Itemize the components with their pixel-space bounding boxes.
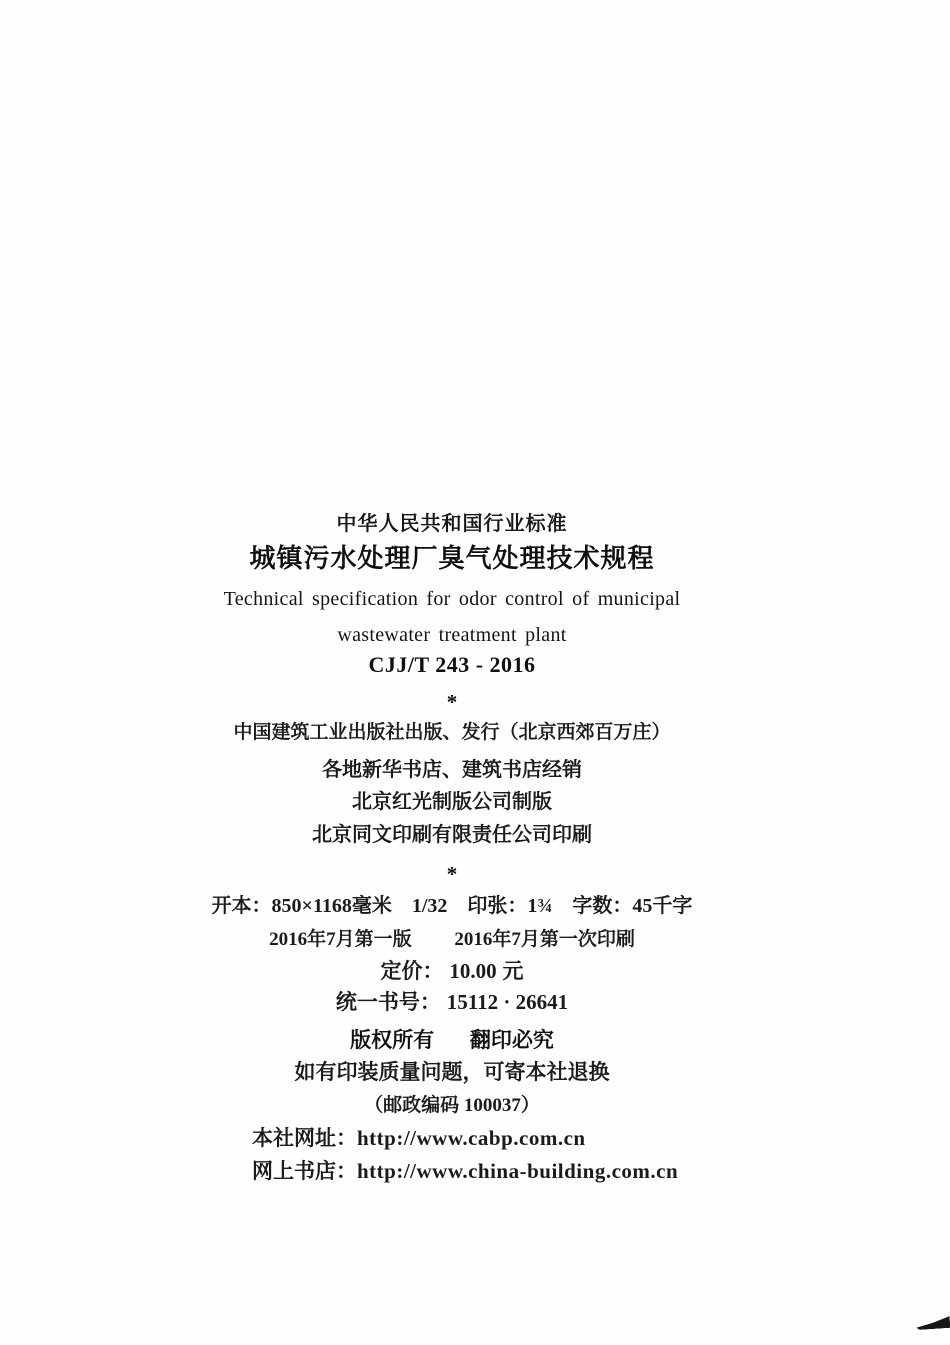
online-bookstore-line — [252, 1161, 678, 1182]
section-divider-star: * — [446, 690, 458, 714]
website-url: http://www.cabp.com.cn — [357, 1126, 586, 1150]
bookstore-url: http://www.china-building.com.cn — [357, 1159, 679, 1183]
standard-title-english-line1: Technical specification for odor control of municipal — [223, 588, 681, 610]
printing-company-line: 北京同文印刷有限责任公司印刷 — [312, 824, 592, 846]
book-number-line — [142, 992, 762, 1013]
scan-artifact-mark — [916, 1316, 950, 1330]
price-value: 10.00 — [449, 959, 497, 983]
publisher-line: 中国建筑工业出版社出版、发行（北京西郊百万庄） — [233, 722, 671, 743]
format-specs-line: 开本：850×1168毫米 1/32 印张：1¾ 字数：45千字 — [211, 895, 693, 917]
section-divider-star: * — [446, 862, 458, 886]
postal-code-note: （邮政编码 100037） — [364, 1095, 540, 1116]
printing-run-text: 2016年7月第一次印刷 — [454, 929, 635, 950]
edition-text: 2016年7月第一版 — [269, 929, 412, 950]
edition-printing-line — [142, 930, 762, 949]
quality-return-notice: 如有印装质量问题，可寄本社退换 — [294, 1061, 610, 1084]
price-label: 定价： — [380, 960, 444, 983]
standard-category-label: 中华人民共和国行业标准 — [336, 513, 568, 535]
copyright-notice: 版权所有 — [350, 1029, 435, 1052]
reprint-notice: 翻印必究 — [469, 1029, 554, 1052]
book-number-value: 15112 · 26641 — [446, 990, 569, 1014]
standard-code: CJJ/T 243 - 2016 — [368, 652, 536, 677]
plate-making-line: 北京红光制版公司制版 — [352, 791, 552, 813]
standard-title-english-line2: wastewater treatment plant — [337, 624, 567, 646]
website-label: 本社网址： — [252, 1127, 357, 1150]
publisher-website-line — [252, 1128, 586, 1149]
distribution-line: 各地新华书店、建筑书店经销 — [322, 759, 582, 781]
price-line — [142, 961, 762, 982]
copyright-line — [142, 1030, 762, 1051]
book-number-label: 统一书号： — [335, 991, 441, 1014]
bookstore-label: 网上书店： — [252, 1160, 357, 1183]
price-unit: 元 — [502, 960, 524, 983]
standard-title-chinese: 城镇污水处理厂臭气处理技术规程 — [249, 543, 655, 573]
